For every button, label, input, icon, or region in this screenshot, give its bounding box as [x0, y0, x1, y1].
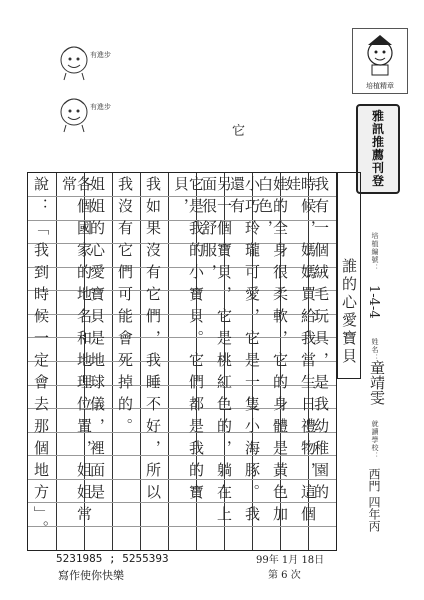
essay-attempt: 第 6 次 — [268, 570, 301, 581]
student-id: 1-4-4 — [366, 285, 381, 319]
essay-column: 姐姐的心愛寶貝是地球儀，裡面是 — [88, 176, 106, 506]
school-name: 西門 四年丙 — [367, 468, 381, 532]
mascot-icon — [353, 29, 407, 79]
mascot-label: 培植精章 — [366, 82, 394, 90]
stamp-smiley-2 — [58, 92, 102, 136]
stray-handwritten-mark: 它 — [232, 124, 246, 139]
stamp-smiley-1 — [58, 40, 102, 84]
stamp-label-2: 有進步 — [90, 103, 111, 111]
banner-char: 薦 — [371, 148, 384, 162]
school-code-label: 培植編號： — [371, 232, 379, 272]
essay-column: 時候，媽媽買給我當生日禮物，這個娃 — [284, 176, 317, 528]
footer-slogan: 寫作使你快樂 — [58, 569, 124, 582]
banner-char: 雅 — [371, 109, 384, 123]
smiley-icon — [58, 40, 102, 84]
essay-date: 99年 1月 18日 — [256, 555, 325, 566]
banner-char: 登 — [371, 174, 384, 188]
stamp-label-1: 有進步 — [90, 51, 111, 59]
essay-column: 娃的全身很柔軟，它的身體是黃色加白色， — [256, 176, 289, 528]
essay-title: 誰的心愛寶貝 — [340, 258, 358, 366]
name-label: 姓名： — [371, 338, 379, 362]
essay-column: 我有一個絨毛玩具，是我幼稚園的 — [312, 176, 330, 506]
essay-column: 我如果沒有它們，我睡不好，所以 — [144, 176, 162, 506]
essay-column: 說：「我到時候一定會去那個地方」。 — [32, 176, 50, 543]
essay-column: 小巧玲瓏可愛，它是一隻小海豚。我還有 — [228, 176, 261, 528]
footer-phone: 5231985 ; 5255393 — [56, 552, 169, 565]
banner-char: 推 — [371, 135, 384, 149]
mascot-stamp — [352, 28, 408, 94]
essay-column: 另一個寶貝，它是桃紅色的，躺在上面很舒服， — [200, 176, 233, 528]
student-name: 童靖雯 — [368, 360, 386, 405]
essay-column: 我沒有它們可能會死掉的。 — [116, 176, 134, 440]
essay-column: 各個國家的地名和地理位置，姐姐常常 — [60, 176, 93, 528]
essay-column: 它是我的小寶貝。它們都是我的寶貝， — [172, 176, 205, 506]
banner-char: 訊 — [371, 122, 384, 136]
recommend-banner — [356, 104, 400, 194]
smiley-icon — [58, 92, 102, 136]
school-label: 就讀學校： — [371, 420, 379, 460]
banner-char: 刊 — [371, 161, 384, 175]
